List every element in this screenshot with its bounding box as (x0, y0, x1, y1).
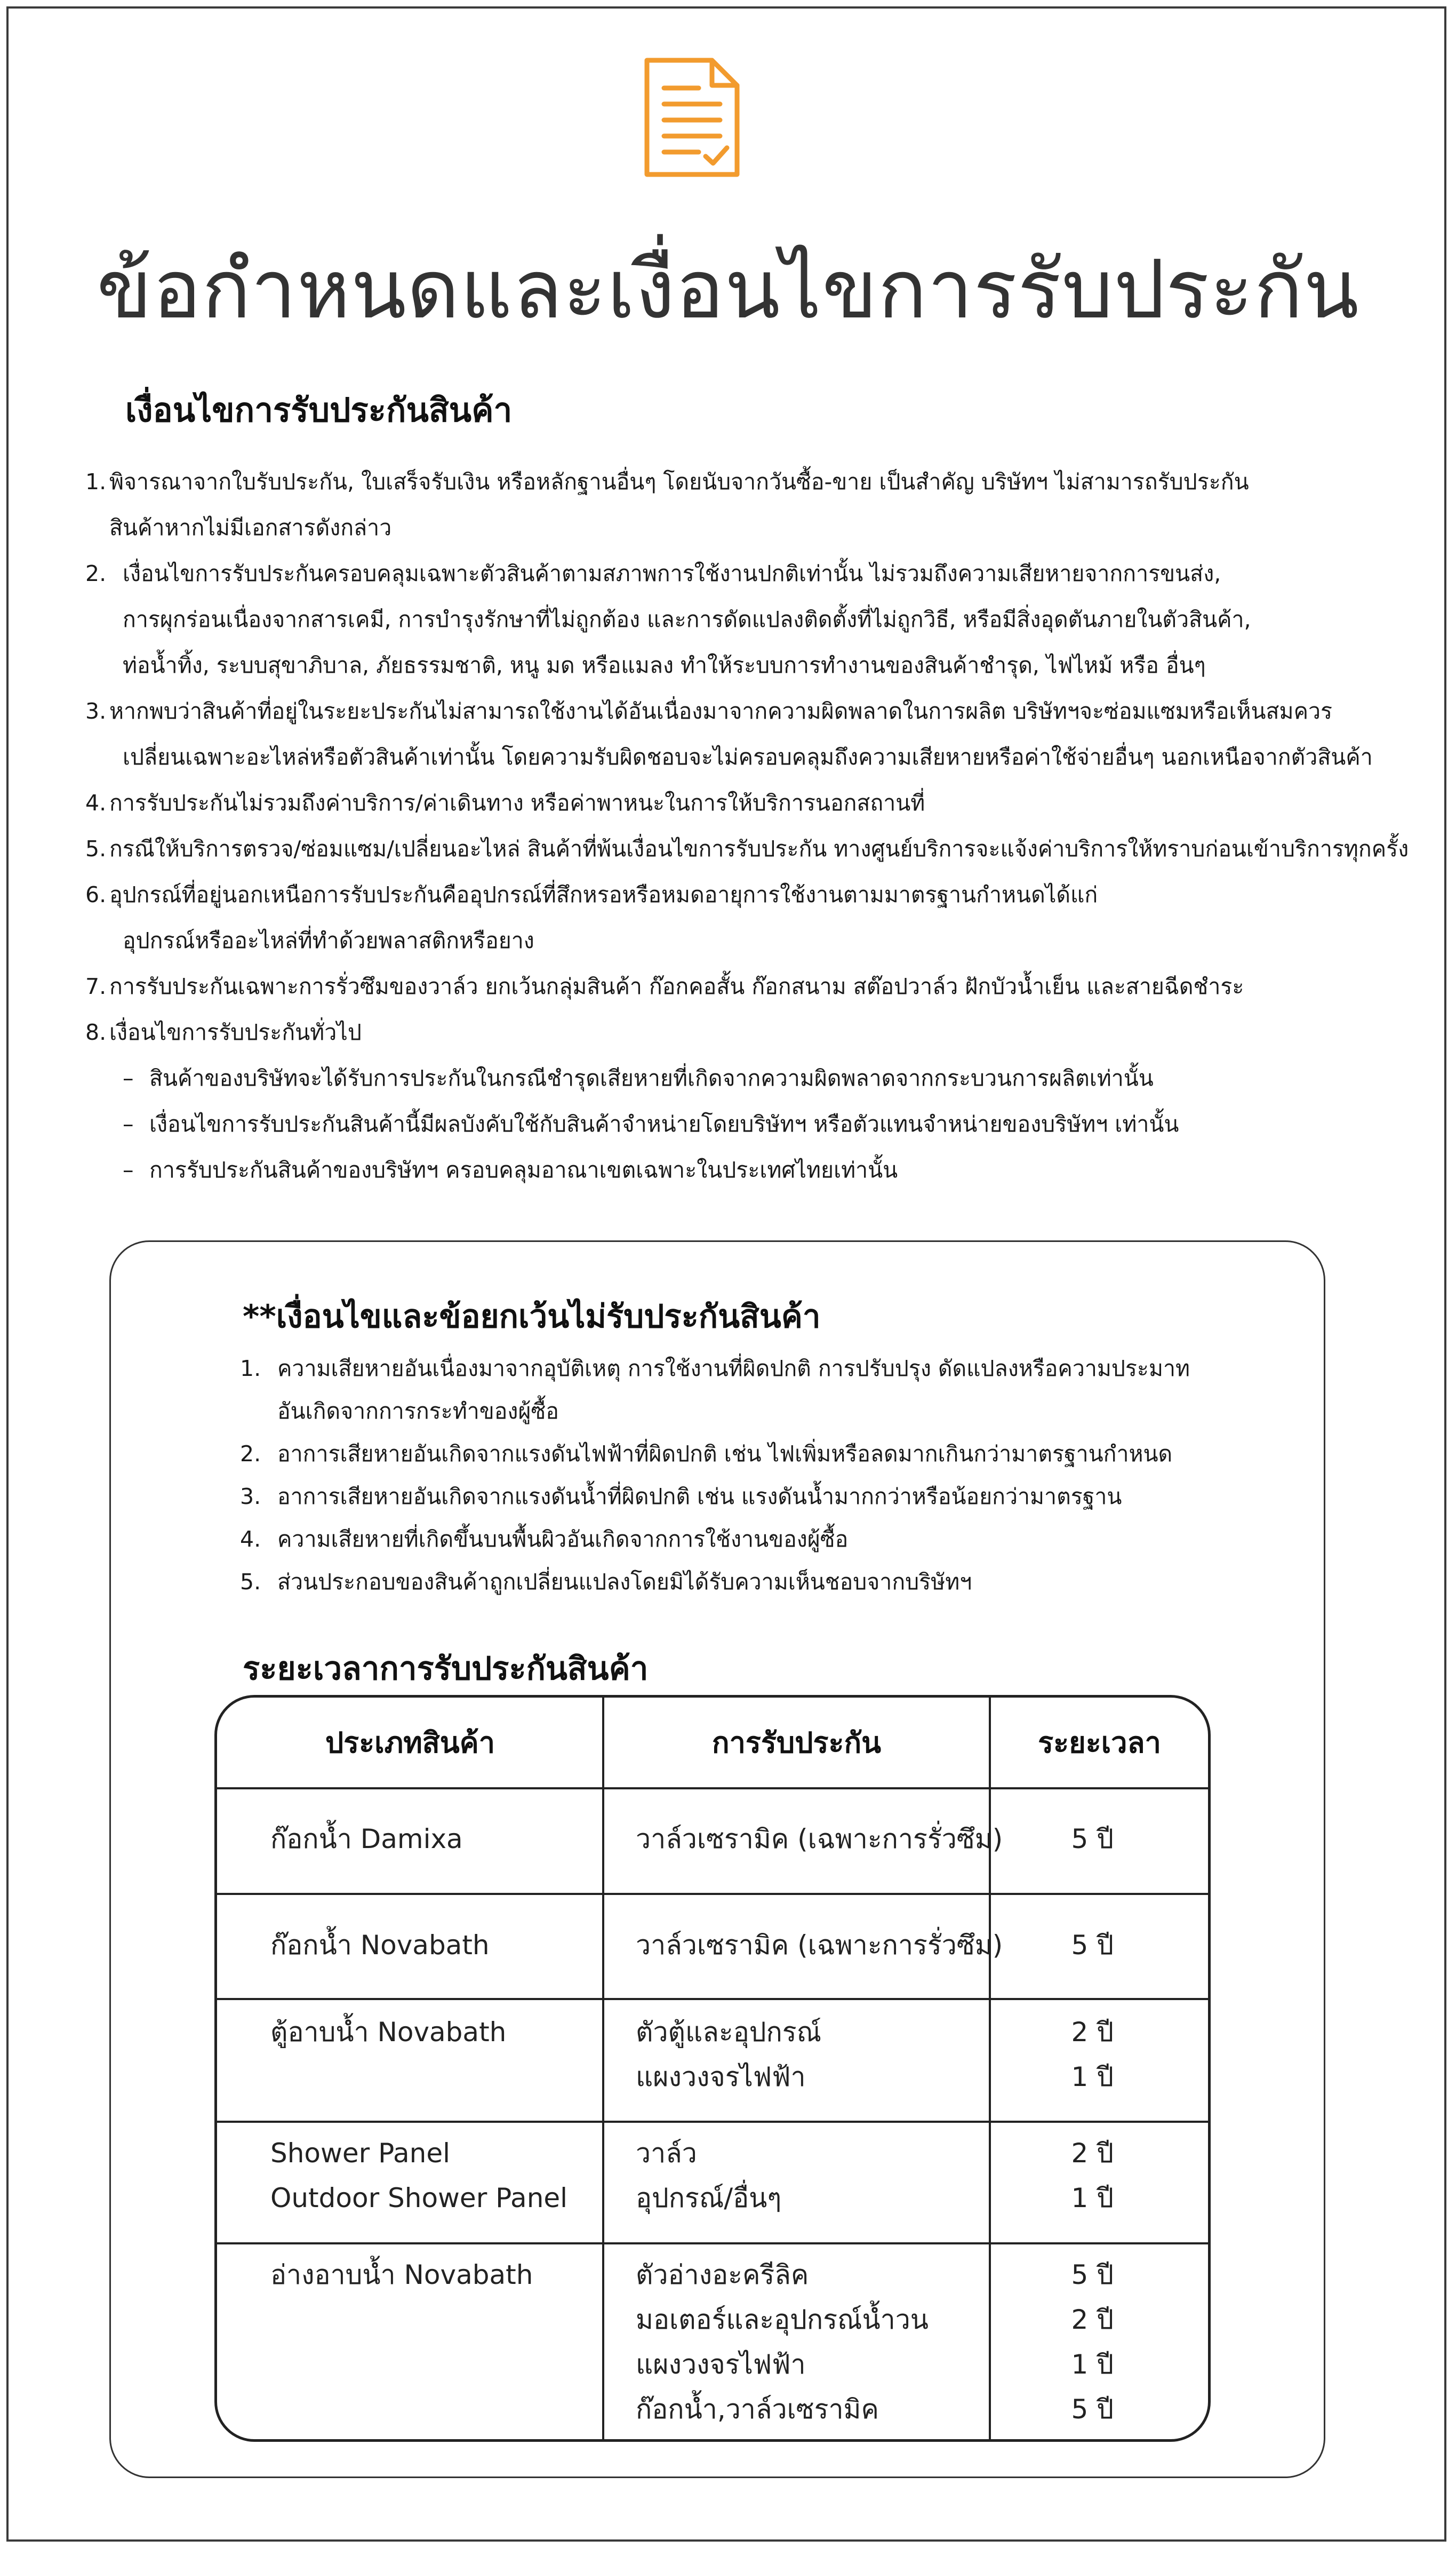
sub-condition-line (85, 1055, 1408, 1101)
column-divider (602, 1698, 604, 2439)
period-line: 1 ปี (1071, 2061, 1114, 2092)
coverage-cell (636, 1923, 1003, 1968)
coverage-line: วาล์ว (636, 2138, 697, 2169)
condition-number: 5. (85, 836, 107, 862)
warranty-table (214, 1695, 1211, 2442)
conditions-list (85, 459, 1408, 1193)
header-product: ประเภทสินค้า (325, 1726, 495, 1759)
period-line: 2 ปี (1071, 2304, 1114, 2335)
product-line: อ่างอาบน้ำ Novabath (270, 2259, 533, 2290)
condition-text: การรับประกันเฉพาะการรั่วซึมของวาล์ว ยกเว้นกลุ่มสินค้า ก๊อกคอสั้น ก๊อกสนาม สต๊อปวาล์ว ฝักบัวน้ำเย็น และสายฉีดชำระ (109, 974, 1244, 999)
condition-line (85, 596, 1408, 642)
period-line: 5 ปี (1071, 2259, 1114, 2290)
bullet-dash: – (123, 1065, 134, 1091)
period-line: 1 ปี (1071, 2349, 1114, 2380)
period-line: 5 ปี (1071, 1930, 1114, 1961)
sub-condition-text: สินค้าของบริษัทจะได้รับการประกันในกรณีชำรุดเสียหายที่เกิดจากความผิดพลาดจากกระบวนการผลิตเท่านั้น (149, 1065, 1154, 1091)
condition-number: 7. (85, 974, 107, 999)
header-period: ระยะเวลา (1038, 1726, 1161, 1759)
exclusion-line (240, 1560, 1253, 1603)
condition-number: 8. (85, 1020, 107, 1045)
coverage-cell (636, 2010, 821, 2099)
condition-line (85, 688, 1408, 734)
exclusion-line (240, 1518, 1253, 1560)
row-divider (217, 1893, 1208, 1895)
period-cell (991, 2010, 1114, 2099)
product-line: Shower Panel (270, 2138, 451, 2169)
coverage-line: ตัวตู้และอุปกรณ์ (636, 2017, 822, 2048)
condition-text: ท่อน้ำทิ้ง, ระบบสุขาภิบาล, ภัยธรรมชาติ, หนู มด หรือแมลง ทำให้ระบบการทำงานของสินค้าชำรุด, ไฟไหม้ หรือ อื่นๆ (123, 652, 1206, 678)
document-check-icon (643, 56, 741, 179)
coverage-line: ตัวอ่างอะครีลิค (636, 2259, 809, 2290)
exclusion-text: ความเสียหายที่เกิดขึ้นบนพื้นผิวอันเกิดจากการใช้งานของผู้ซื้อ (277, 1526, 849, 1552)
coverage-line: แผงวงจรไฟฟ้า (636, 2349, 806, 2380)
coverage-cell (636, 1817, 1003, 1861)
condition-line (85, 505, 1408, 551)
exclusion-line (240, 1432, 1253, 1475)
coverage-cell (636, 2131, 781, 2220)
coverage-line: ก๊อกน้ำ,วาล์วเซรามิค (636, 2394, 879, 2425)
condition-line (85, 780, 1408, 826)
row-divider (217, 1998, 1208, 2000)
condition-number: 3. (85, 698, 107, 724)
product-cell (270, 1923, 490, 1968)
product-cell (270, 2131, 567, 2220)
period-line: 5 ปี (1071, 2394, 1114, 2425)
condition-text: กรณีให้บริการตรวจ/ซ่อมแซม/เปลี่ยนอะไหล่ สินค้าที่พ้นเงื่อนไขการรับประกัน ทางศูนย์บริการจะแจ้งค่าบริการให้ทราบก่อนเข้าบริการทุกครั้ง (109, 836, 1409, 862)
condition-text: การรับประกันไม่รวมถึงค่าบริการ/ค่าเดินทาง หรือค่าพาหนะในการให้บริการนอกสถานที่ (109, 790, 925, 816)
exclusions-list (240, 1347, 1253, 1603)
period-cell (991, 2252, 1114, 2432)
period-cell (991, 2131, 1114, 2220)
exclusion-number: 5. (240, 1569, 261, 1595)
exclusion-text: ความเสียหายอันเนื่องมาจากอุบัติเหตุ การใช้งานที่ผิดปกติ การปรับปรุง ดัดแปลงหรือความประมาท (277, 1356, 1190, 1381)
exclusion-number: 4. (240, 1526, 261, 1552)
condition-line (85, 918, 1408, 964)
condition-text: อุปกรณ์ที่อยู่นอกเหนือการรับประกันคืออุปกรณ์ที่สึกหรอหรือหมดอายุการใช้งานตามมาตรฐานกำหนดได้แก่ (109, 882, 1098, 907)
product-line: ก๊อกน้ำ Damixa (270, 1824, 463, 1854)
bullet-dash: – (123, 1157, 134, 1183)
condition-line (85, 642, 1408, 688)
exclusion-number: 1. (240, 1356, 261, 1381)
exclusion-text: ส่วนประกอบของสินค้าถูกเปลี่ยนแปลงโดยมิได้รับความเห็นชอบจากบริษัทฯ (277, 1569, 972, 1595)
exclusion-number: 3. (240, 1484, 261, 1509)
condition-line (85, 734, 1408, 780)
coverage-line: วาล์วเซรามิค (เฉพาะการรั่วซึม) (636, 1824, 1003, 1854)
header-coverage: การรับประกัน (711, 1726, 882, 1759)
product-cell (270, 2252, 533, 2297)
coverage-line: แผงวงจรไฟฟ้า (636, 2061, 806, 2092)
product-cell (270, 2010, 506, 2055)
bullet-dash: – (123, 1111, 134, 1137)
condition-line (85, 1009, 1408, 1055)
period-line: 5 ปี (1071, 1824, 1114, 1854)
period-cell (991, 1923, 1114, 1968)
coverage-line: วาล์วเซรามิค (เฉพาะการรั่วซึม) (636, 1930, 1003, 1961)
row-divider (217, 2121, 1208, 2123)
condition-line (85, 872, 1408, 918)
exclusion-line (240, 1347, 1253, 1390)
condition-text: อุปกรณ์หรืออะไหล่ที่ทำด้วยพลาสติกหรือยาง (123, 928, 534, 953)
period-line: 2 ปี (1071, 2017, 1114, 2048)
condition-text: เงื่อนไขการรับประกันครอบคลุมเฉพาะตัวสินค้าตามสภาพการใช้งานปกติเท่านั้น ไม่รวมถึงความเสียหายจากการขนส่ง, (123, 561, 1221, 586)
exclusions-title: **เงื่อนไขและข้อยกเว้นไม่รับประกันสินค้า (243, 1298, 821, 1335)
row-divider (217, 2242, 1208, 2244)
condition-text: เปลี่ยนเฉพาะอะไหล่หรือตัวสินค้าเท่านั้น โดยความรับผิดชอบจะไม่ครอบคลุมถึงความเสียหายหรือค่าใช้จ่ายอื่นๆ นอกเหนือจากตัวสินค้า (123, 744, 1373, 770)
coverage-line: มอเตอร์และอุปกรณ์น้ำวน (636, 2304, 929, 2335)
period-cell (991, 1817, 1114, 1861)
exclusion-line (240, 1390, 1253, 1432)
period-line: 1 ปี (1071, 2183, 1114, 2213)
exclusion-number: 2. (240, 1441, 261, 1467)
sub-condition-text: เงื่อนไขการรับประกันสินค้านี้มีผลบังคับใช้กับสินค้าจำหน่ายโดยบริษัทฯ หรือตัวแทนจำหน่ายของบริษัทฯ เท่านั้น (149, 1111, 1179, 1137)
condition-number: 6. (85, 882, 107, 907)
condition-line (85, 551, 1408, 596)
product-line: ก๊อกน้ำ Novabath (270, 1930, 490, 1961)
sub-condition-text: การรับประกันสินค้าของบริษัทฯ ครอบคลุมอาณาเขตเฉพาะในประเทศไทยเท่านั้น (149, 1157, 898, 1183)
exclusion-text: อันเกิดจากการกระทำของผู้ซื้อ (277, 1398, 559, 1424)
product-cell (270, 1817, 463, 1861)
exclusion-text: อาการเสียหายอันเกิดจากแรงดันไฟฟ้าที่ผิดปกติ เช่น ไฟเพิ่มหรือลดมากเกินกว่ามาตรฐานกำหนด (277, 1441, 1173, 1467)
sub-condition-line (85, 1147, 1408, 1193)
sub-condition-line (85, 1101, 1408, 1147)
conditions-title: เงื่อนไขการรับประกันสินค้า (125, 391, 513, 429)
condition-number: 4. (85, 790, 107, 816)
condition-line (85, 459, 1408, 505)
condition-text: เงื่อนไขการรับประกันทั่วไป (109, 1020, 362, 1045)
condition-line (85, 826, 1408, 872)
coverage-cell (636, 2252, 929, 2432)
exclusion-text: อาการเสียหายอันเกิดจากแรงดันน้ำที่ผิดปกติ เช่น แรงดันน้ำมากกว่าหรือน้อยกว่ามาตรฐาน (277, 1484, 1122, 1509)
condition-text: สินค้าหากไม่มีเอกสารดังกล่าว (109, 515, 392, 540)
condition-text: พิจารณาจากใบรับประกัน, ใบเสร็จรับเงิน หรือหลักฐานอื่นๆ โดยนับจากวันซื้อ-ขาย เป็นสำคัญ บริษัทฯ ไม่สามารถรับประกัน (109, 469, 1249, 495)
condition-number: 1. (85, 469, 107, 495)
period-line: 2 ปี (1071, 2138, 1114, 2169)
page-title: ข้อกำหนดและเงื่อนไขการรับประกัน (97, 242, 1359, 337)
coverage-line: อุปกรณ์/อื่นๆ (636, 2183, 782, 2213)
warranty-period-title: ระยะเวลาการรับประกันสินค้า (243, 1650, 649, 1687)
condition-text: การผุกร่อนเนื่องจากสารเคมี, การบำรุงรักษาที่ไม่ถูกต้อง และการดัดแปลงติดตั้งที่ไม่ถูกวิธี, หรือมีสิ่งอุดตันภายในตัวสินค้า, (123, 607, 1251, 632)
product-line: Outdoor Shower Panel (270, 2183, 568, 2213)
condition-text: หากพบว่าสินค้าที่อยู่ในระยะประกันไม่สามารถใช้งานได้อันเนื่องมาจากความผิดพลาดในการผลิต บริษัทฯจะซ่อมแซมหรือเห็นสมควร (109, 698, 1333, 724)
condition-number: 2. (85, 561, 107, 586)
condition-line (85, 964, 1408, 1009)
product-line: ตู้อาบน้ำ Novabath (270, 2017, 507, 2048)
exclusion-line (240, 1475, 1253, 1518)
